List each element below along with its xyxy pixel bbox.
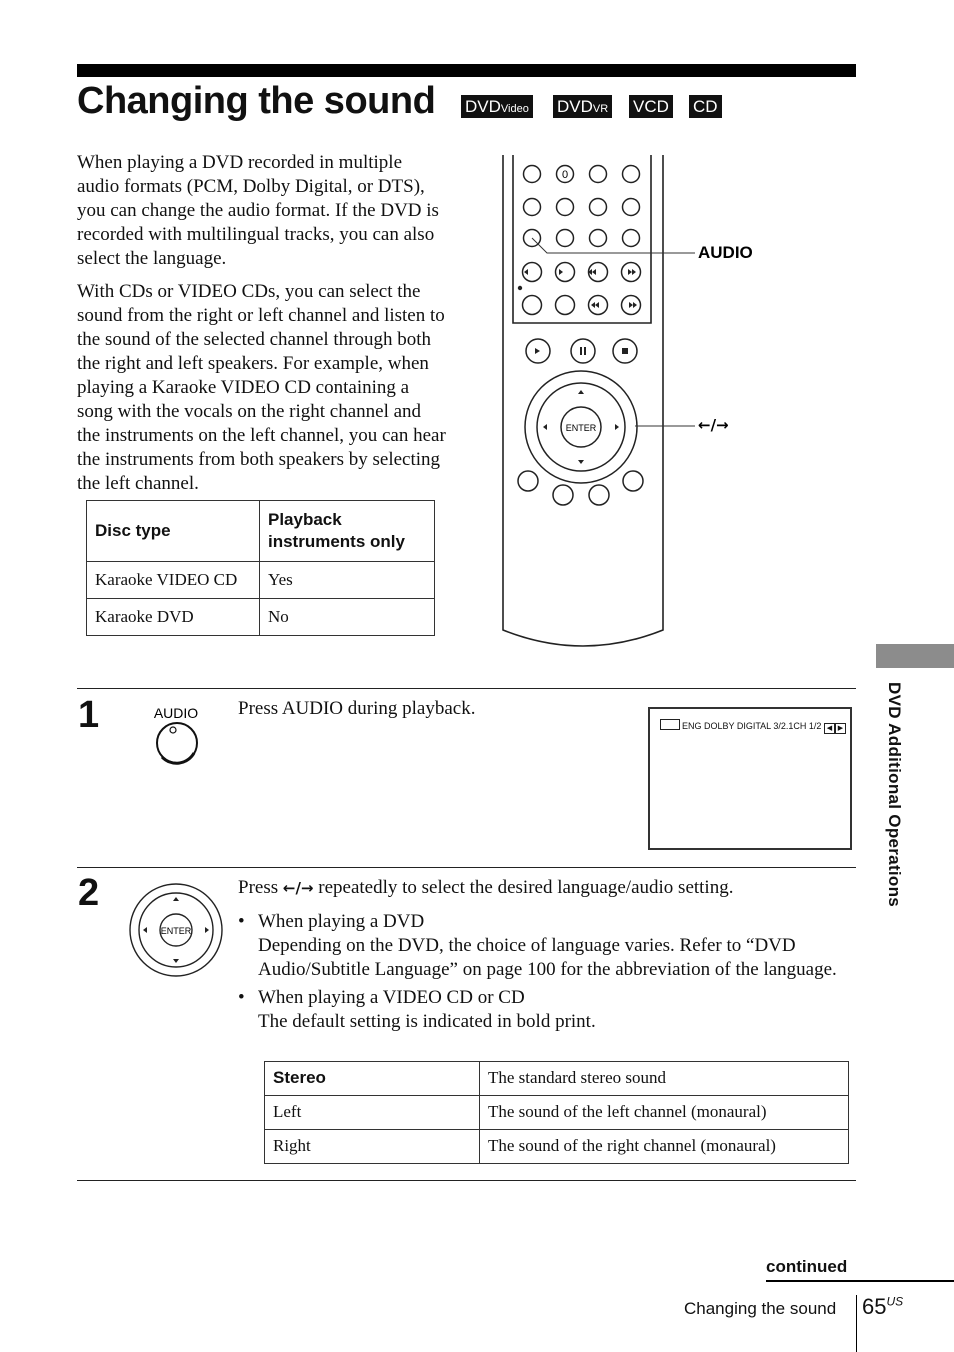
badge-vcd: VCD: [629, 95, 673, 118]
header-rule: [77, 64, 856, 77]
remote-zero-key: 0: [561, 169, 569, 181]
table-cell: Stereo: [265, 1062, 480, 1096]
disc-table-header-type: Disc type: [87, 501, 260, 562]
table-cell: No: [260, 599, 435, 636]
disc-table-header-playback: Playback instruments only: [260, 501, 435, 562]
page-number: $65^{US}$: [862, 1294, 904, 1319]
step2-bullets: [238, 910, 838, 1038]
right-arrow-icon: ▶: [835, 723, 846, 734]
osd-screen: [648, 707, 852, 850]
table-cell: Karaoke DVD: [87, 599, 260, 636]
table-row: [265, 1062, 849, 1096]
audio-icon-label: AUDIO: [153, 705, 199, 721]
side-tab-marker: [876, 644, 954, 668]
disc-type-table: [86, 500, 435, 636]
footer-divider: [856, 1295, 857, 1352]
step2-rule: [77, 867, 856, 868]
table-cell: Right: [265, 1130, 480, 1164]
list-item: • When playing a VIDEO CD or CD The default setting is indicated in bold print.: [238, 986, 838, 1034]
step2-bottom-rule: [77, 1180, 856, 1181]
page-title: Changing the sound: [77, 80, 436, 122]
arrow-keys-glyph: ←/→: [282, 879, 314, 897]
table-cell: Karaoke VIDEO CD: [87, 562, 260, 599]
continued-rule: [766, 1280, 954, 1282]
badge-dvd-vr: DVDVR: [553, 95, 612, 118]
table-row: [87, 562, 435, 599]
left-arrow-icon: ◀: [824, 723, 835, 734]
audio-button-icon: [148, 705, 208, 767]
intro-paragraph-1: When playing a DVD recorded in multiple audio formats (PCM, Dolby Digital, or DTS), you can change the audio format. If the DVD is recorded with multilingual tracks, you can also select the language.: [77, 152, 439, 269]
list-item: • When playing a DVD Depending on the DVD, the choice of language varies. Refer to “DVD Audio/Subtitle Language” on page 100 for the abbreviation of the language.: [238, 910, 838, 982]
footer-section-title: Changing the sound: [684, 1299, 837, 1318]
sound-options-table: [264, 1061, 849, 1164]
remote-arrow-label: ←/→: [698, 416, 729, 434]
table-cell: Yes: [260, 562, 435, 599]
table-cell: The sound of the left channel (monaural): [480, 1096, 849, 1130]
badge-cd: CD: [689, 95, 722, 118]
remote-control-illustration: [495, 150, 765, 650]
step2-text: Press ←/→ repeatedly to select the desired language/audio setting.: [238, 877, 734, 898]
table-row: [265, 1096, 849, 1130]
step1-text: Press AUDIO during playback.: [238, 698, 476, 719]
step2-number: 2: [78, 872, 100, 914]
table-cell: The standard stereo sound: [480, 1062, 849, 1096]
table-row: [265, 1130, 849, 1164]
remote-audio-label: AUDIO: [698, 243, 753, 262]
remote-enter-key: ENTER: [565, 423, 597, 433]
side-tab-label: DVD Additional Operations: [885, 682, 904, 908]
enter-joystick-icon: [127, 882, 227, 978]
continued-label: continued: [766, 1257, 848, 1276]
intro-text: [77, 151, 447, 505]
badge-dvd-video: DVDVideo: [461, 95, 533, 118]
joystick-enter-label: ENTER: [160, 926, 192, 936]
table-cell: Left: [265, 1096, 480, 1130]
intro-paragraph-2: With CDs or VIDEO CDs, you can select the sound from the right or left channel and listen to the sound of the selected channel through both the right and left speakers. For example, when playing a Karaoke VIDEO CD containing a song with the vocals on the right channel and the instruments on the left channel, you can hear the instruments from both speakers by selecting the left channel.: [77, 281, 446, 494]
table-cell: The sound of the right channel (monaural): [480, 1130, 849, 1164]
table-row: [87, 599, 435, 636]
disc-icon: [660, 719, 680, 730]
osd-readout: ENG DOLBY DIGITAL 3/2.1CH 1/2 ◀ ▶: [660, 719, 846, 734]
step1-number: 1: [78, 694, 100, 736]
step1-rule: [77, 688, 856, 689]
